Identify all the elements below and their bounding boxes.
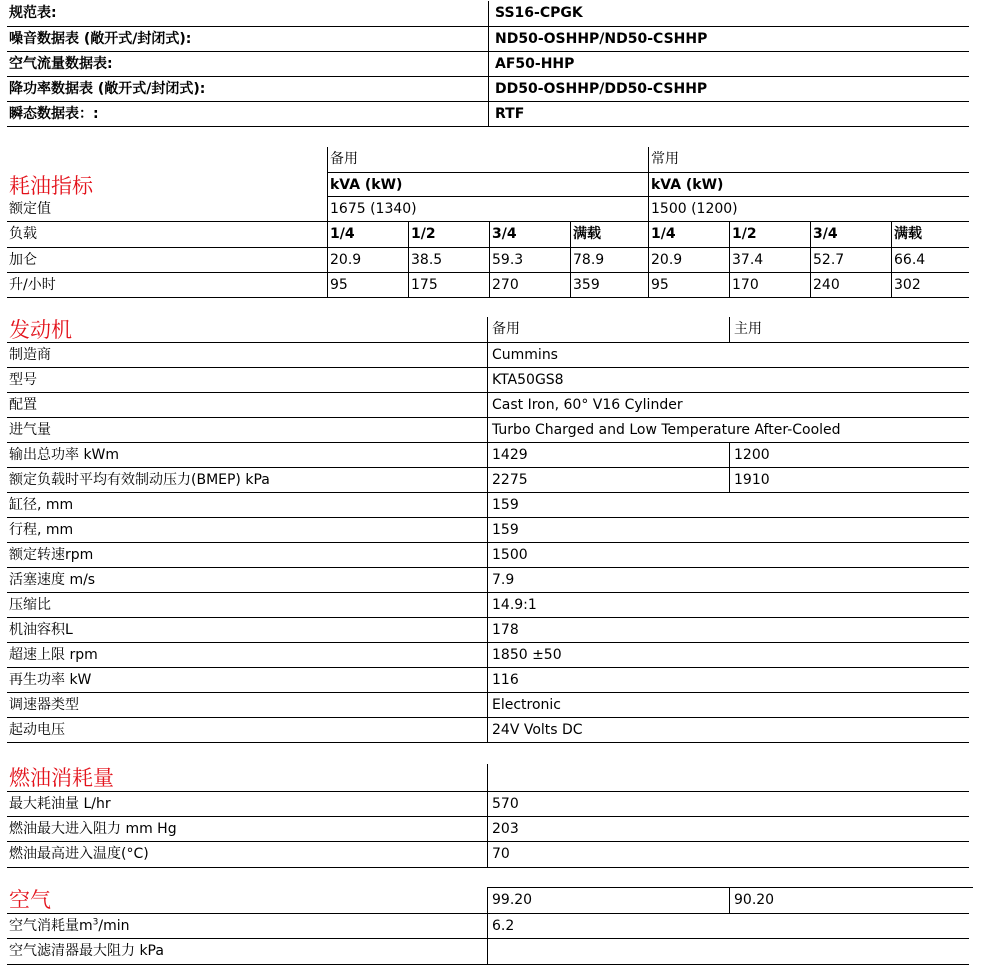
section-title-air: 空气 [9,888,51,912]
engine-label: 制造商 [9,347,51,363]
engine-value: 7.9 [487,568,973,592]
engine-label: 再生功率 kW [9,672,92,688]
engine-value: Turbo Charged and Low Temperature After-Cooled [487,418,973,442]
load-cell: 1/4 [327,222,410,247]
engine-value: Cast Iron, 60° V16 Cylinder [487,393,973,417]
spec-row [7,27,969,52]
engine-value: KTA50GS8 [487,368,973,392]
engine-value-prime: 1200 [729,443,973,467]
load-cell: 1/4 [648,222,731,247]
kva-label-prime: kVA (kW) [648,173,971,196]
load-cell: 1/2 [729,222,812,247]
rated-label: 额定值 [9,201,51,217]
lph-cell: 95 [648,273,731,297]
engine-value: 2275 [487,468,733,492]
engine-value: Cummins [487,343,973,367]
gallon-cell: 52.7 [810,248,893,272]
air-value-prime: 90.20 [729,887,973,913]
lph-cell: 170 [729,273,812,297]
gallon-row [7,248,969,273]
engine-value: 1429 [487,443,733,467]
spec-value: RTF [488,102,975,126]
engine-label: 机油容积L [9,622,73,638]
prime-label: 常用 [648,147,971,172]
engine-row [7,643,969,668]
fuelsys-header-empty [487,764,971,791]
engine-row [7,493,969,518]
gallon-cell: 38.5 [408,248,491,272]
spec-label: 规范表: [9,5,57,21]
engine-label: 行程, mm [9,522,74,538]
engine-label: 压缩比 [9,597,51,613]
fuelsys-label: 燃油最大进入阻力 mm Hg [9,821,177,837]
lph-row [7,273,969,298]
fuelsys-value: 70 [487,842,973,867]
gallon-cell: 37.4 [729,248,812,272]
engine-row [7,443,969,468]
engine-value: 159 [487,518,973,542]
engine-row [7,343,969,368]
section-title-engine: 发动机 [9,318,72,342]
load-cell: 满载 [570,222,650,247]
spec-value: DD50-OSHHP/DD50-CSHHP [488,77,975,101]
gallon-cell: 66.4 [891,248,971,272]
engine-value-prime: 1910 [729,468,973,492]
spec-row [7,1,969,27]
spec-value: SS16-CPGK [488,1,975,26]
engine-row [7,518,969,543]
air-header-row [7,887,969,914]
lph-cell: 270 [489,273,572,297]
fuelsys-row [7,792,969,817]
engine-row [7,418,969,443]
air-row [7,939,969,965]
engine-row [7,718,969,743]
engine-value: 1500 [487,543,973,567]
spec-label: 降功率数据表 (敞开式/封闭式): [9,81,206,97]
engine-row [7,668,969,693]
air-flow-value: 6.2 [487,914,973,938]
load-cell: 3/4 [810,222,893,247]
engine-label: 超速上限 rpm [9,647,98,663]
engine-label: 活塞速度 m/s [9,572,96,588]
lph-label: 升/小时 [9,277,56,293]
engine-row [7,618,969,643]
fuelsys-value: 570 [487,792,973,816]
load-cell: 满载 [891,222,971,247]
air-row [7,914,969,939]
engine-label: 额定转速rpm [9,547,94,563]
engine-standby-label: 备用 [487,317,733,342]
fuelsys-label: 燃油最高进入温度(°C) [9,846,149,862]
engine-value: 116 [487,668,973,692]
air-flow-label-post: /min [98,918,130,934]
rated-prime: 1500 (1200) [648,197,971,221]
spec-value: AF50-HHP [488,52,975,76]
engine-row [7,568,969,593]
engine-row [7,393,969,418]
spec-row [7,102,969,127]
engine-value: 14.9:1 [487,593,973,617]
fuelsys-header-row [7,764,969,792]
spec-label: 瞬态数据表：: [9,106,99,122]
fuelsys-row [7,817,969,842]
fuelsys-value: 203 [487,817,973,841]
kva-label-standby: kVA (kW) [327,173,650,196]
spec-row [7,77,969,102]
engine-row [7,543,969,568]
kva-row [327,172,969,197]
spec-row [7,52,969,77]
engine-row [7,593,969,618]
spec-label: 噪音数据表 (敞开式/封闭式): [9,31,192,47]
air-value-standby: 99.20 [487,887,733,913]
engine-value: Electronic [487,693,973,717]
lph-cell: 175 [408,273,491,297]
air-flow-label-pre: 空气消耗量m [9,918,93,934]
rated-standby: 1675 (1340) [327,197,650,221]
lph-cell: 240 [810,273,893,297]
engine-label: 调速器类型 [9,697,79,713]
gallon-cell: 78.9 [570,248,650,272]
engine-label: 型号 [9,372,37,388]
standby-label: 备用 [327,147,650,172]
engine-label: 起动电压 [9,722,65,738]
engine-row [7,693,969,718]
fuelsys-row [7,842,969,868]
fuel-header-row [7,147,969,172]
air-filter-value [487,939,973,964]
engine-value: 159 [487,493,973,517]
air-flow-label-sup: 3 [92,917,99,928]
air-filter-label: 空气滤清器最大阻力 kPa [9,943,164,959]
engine-row [7,368,969,393]
gallon-cell: 20.9 [648,248,731,272]
engine-label: 缸径, mm [9,497,74,513]
load-cell: 1/2 [408,222,491,247]
engine-label: 额定负载时平均有效制动压力(BMEP) kPa [9,472,270,488]
rated-row [7,197,969,222]
load-row [7,222,969,248]
engine-label: 配置 [9,397,37,413]
engine-prime-label: 主用 [729,317,973,342]
lph-cell: 359 [570,273,650,297]
engine-row [7,468,969,493]
fuelsys-label: 最大耗油量 L/hr [9,796,111,812]
lph-cell: 302 [891,273,971,297]
air-flow-label [7,914,487,938]
spec-label: 空气流量数据表: [9,56,113,72]
engine-label: 进气量 [9,422,51,438]
load-label: 负载 [9,226,37,242]
lph-cell: 95 [327,273,410,297]
gallon-cell: 59.3 [489,248,572,272]
spec-value: ND50-OSHHP/ND50-CSHHP [488,27,975,51]
section-title-fuel: 耗油指标 [9,174,93,198]
load-cell: 3/4 [489,222,572,247]
section-title-fuel-system: 燃油消耗量 [9,766,114,790]
engine-value: 178 [487,618,973,642]
engine-value: 24V Volts DC [487,718,973,742]
gallon-label: 加仑 [9,252,37,268]
gallon-cell: 20.9 [327,248,410,272]
engine-value: 1850 ±50 [487,643,973,667]
engine-label: 输出总功率 kWm [9,447,120,463]
engine-header-row [7,317,969,343]
